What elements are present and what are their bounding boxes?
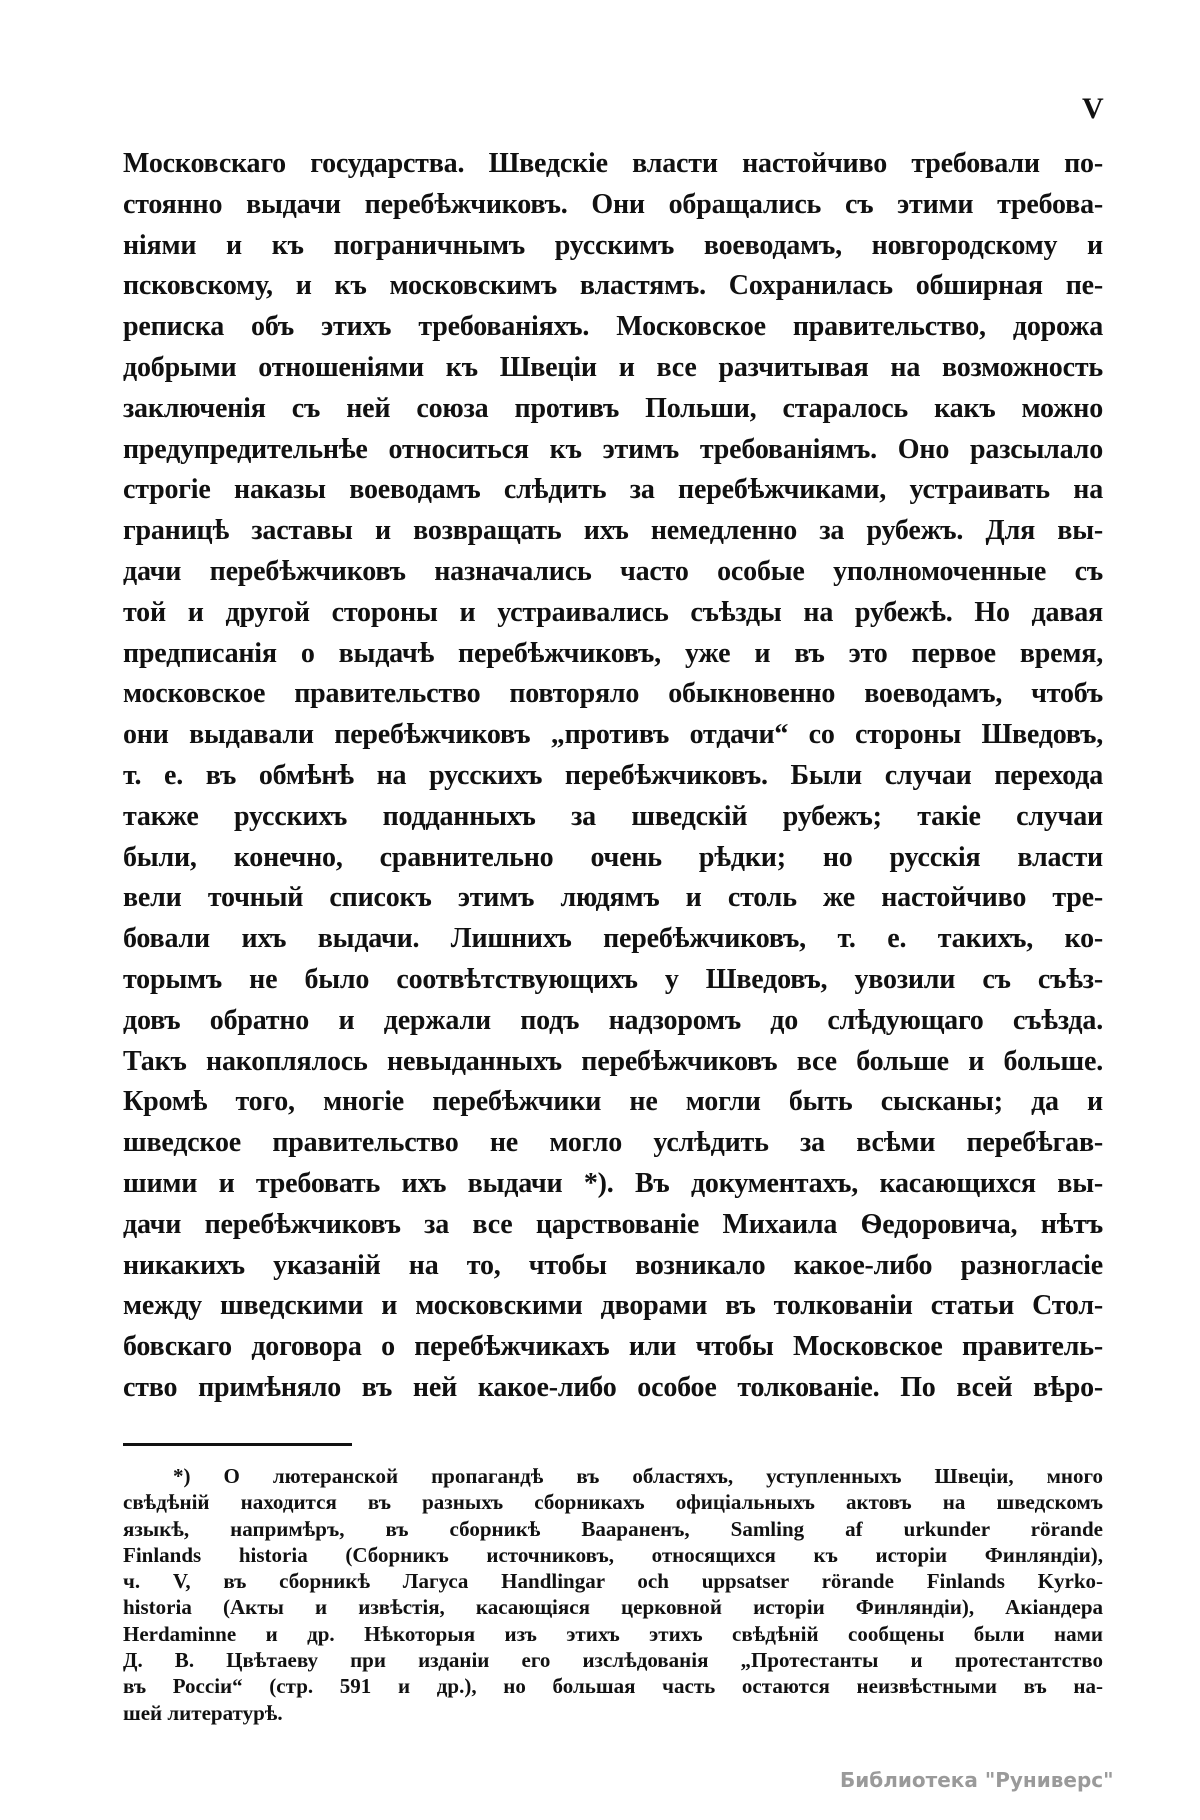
footnote-line: шей литературѣ. — [123, 1700, 283, 1725]
text-line: торымъ не было соотвѣтствующихъ у Шведовъ, увозили съ съѣз- — [123, 963, 1103, 995]
footnote-line: свѣдѣній находится въ разныхъ сборникахъ офиціальныхъ актовъ на шведскомъ — [123, 1490, 1103, 1515]
footnote-line: historia (Акты и извѣстія, касающіяся церковной исторіи Финляндіи), Акіандера — [123, 1595, 1103, 1620]
text-line: ство примѣняло въ ней какое-либо особое толкованіе. По всей вѣро- — [123, 1371, 1103, 1403]
text-line: шими и требовать ихъ выдачи *). Въ документахъ, касающихся вы- — [123, 1167, 1103, 1199]
text-line: добрыми отношеніями къ Швеціи и все разчитывая на возможность — [123, 351, 1103, 383]
text-line: бовскаго договора о перебѣжчикахъ или чтобы Московское правитель- — [123, 1331, 1103, 1363]
text-line: реписка объ этихъ требованіяхъ. Московское правительство, дорожа — [123, 311, 1103, 343]
footnote-line: Д. В. Цвѣтаеву при изданіи его изслѣдованія „Протестанты и протестантство — [123, 1648, 1103, 1673]
text-line: шведское правительство не могло услѣдить за всѣми перебѣгав- — [123, 1127, 1103, 1159]
text-line: дачи перебѣжчиковъ за все царствованіе Михаила Ѳедоровича, нѣтъ — [123, 1208, 1103, 1240]
page-number: V — [1082, 92, 1104, 125]
text-line: московское правительство повторяло обыкновенно воеводамъ, чтобъ — [123, 678, 1103, 710]
text-line: т. е. въ обмѣнѣ на русскихъ перебѣжчиковъ. Были случаи перехода — [123, 759, 1103, 791]
text-line: Такъ накоплялось невыданныхъ перебѣжчиковъ все больше и больше. — [123, 1045, 1103, 1077]
text-line: они выдавали перебѣжчиковъ „противъ отдачи“ со стороны Шведовъ, — [123, 719, 1103, 751]
footnote-line: языкѣ, напримѣръ, въ сборникѣ Ваараненъ, Samling af urkunder rörande — [123, 1516, 1103, 1541]
footnote-line: Finlands historia (Сборникъ источниковъ, относящихся къ исторіи Финляндіи), — [123, 1542, 1103, 1567]
text-line: довъ обратно и держали подъ надзоромъ до слѣдующаго съѣзда. — [123, 1004, 1103, 1036]
text-line: дачи перебѣжчиковъ назначались часто особые уполномоченные съ — [123, 555, 1103, 587]
text-line: никакихъ указаній на то, чтобы возникало какое-либо разногласіе — [123, 1249, 1103, 1281]
text-line: бовали ихъ выдачи. Лишнихъ перебѣжчиковъ, т. е. такихъ, ко- — [123, 923, 1103, 955]
text-line: той и другой стороны и устраивались съѣзды на рубежѣ. Но давая — [123, 596, 1103, 628]
text-line: псковскому, и къ московскимъ властямъ. Сохранилась обширная пе- — [123, 270, 1103, 302]
footnote-divider — [123, 1443, 352, 1446]
footnote-line: *) О лютеранской пропагандѣ въ областяхъ, уступленныхъ Швеціи, много — [173, 1464, 1103, 1488]
text-line: стоянно выдачи перебѣжчиковъ. Они обращались съ этими требова- — [123, 188, 1103, 220]
text-line: также русскихъ подданныхъ за шведскій рубежъ; такіе случаи — [123, 800, 1103, 832]
footnote — [123, 1464, 1103, 1727]
text-line: заключенія съ ней союза противъ Польши, старалось какъ можно — [123, 392, 1103, 424]
footnote-line: ч. V, въ сборникѣ Лагуса Handlingar och uppsatser rörande Finlands Kyrko- — [123, 1569, 1103, 1594]
text-line: были, конечно, сравнительно очень рѣдки; но русскія власти — [123, 841, 1103, 873]
footnote-line: Herdaminne и др. Нѣкоторыя изъ этихъ этихъ свѣдѣній сообщены были нами — [123, 1621, 1103, 1646]
text-line: между шведскими и московскими дворами въ толкованіи статьи Стол- — [123, 1290, 1103, 1322]
text-line: Кромѣ того, многіе перебѣжчики не могли быть сысканы; да и — [123, 1086, 1103, 1118]
text-line: предупредительнѣе относиться къ этимъ требованіямъ. Оно разсылало — [123, 433, 1103, 465]
text-line: Московскаго государства. Шведскіе власти настойчиво требовали по- — [123, 148, 1103, 179]
main-text — [123, 148, 1103, 1413]
library-watermark: Библиотека "Руниверс" — [840, 1768, 1114, 1792]
text-line: ніями и къ пограничнымъ русскимъ воеводамъ, новгородскому и — [123, 229, 1103, 261]
text-line: вели точный списокъ этимъ людямъ и столь же настойчиво тре- — [123, 882, 1103, 914]
text-line: строгіе наказы воеводамъ слѣдить за перебѣжчиками, устраивать на — [123, 474, 1103, 506]
footnote-line: въ Россіи“ (стр. 591 и др.), но большая часть остаются неизвѣстными въ на- — [123, 1674, 1103, 1699]
text-line: предписанія о выдачѣ перебѣжчиковъ, уже и въ это первое время, — [123, 637, 1103, 669]
text-line: границѣ заставы и возвращать ихъ немедленно за рубежъ. Для вы- — [123, 515, 1103, 547]
